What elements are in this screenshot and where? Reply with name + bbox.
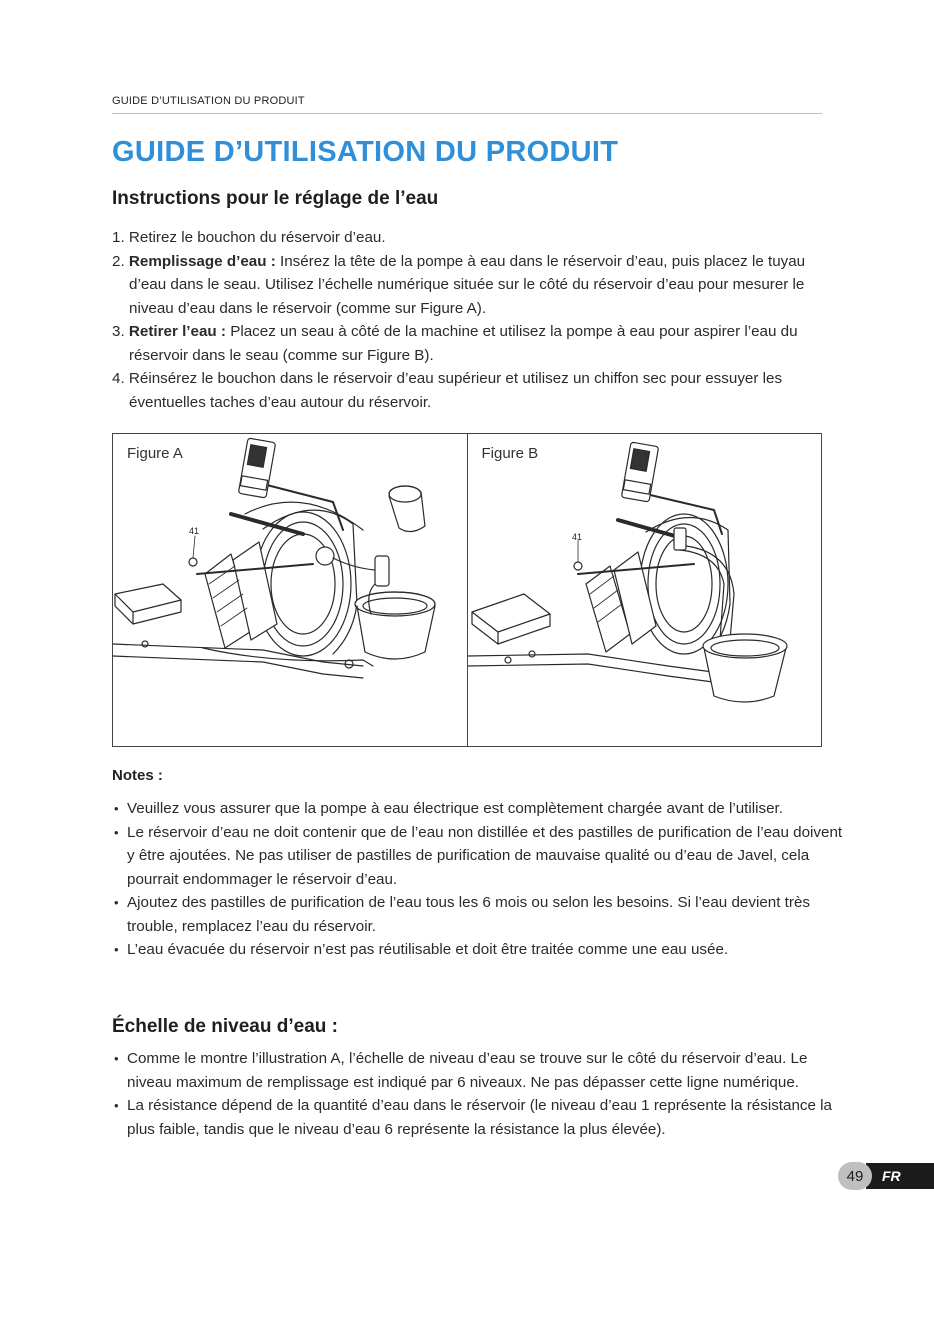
water-section-heading: Instructions pour le réglage de l’eau bbox=[112, 188, 439, 209]
step-text: Insérez la tête de la pompe à eau dans le réservoir d’eau, puis placez le tuyau d’eau dans le seau. Utilisez l’échelle numérique située sur le côté du réservoir d’eau pour mesurer le niveau d’eau dans le réservoir (comme sur Figure A). bbox=[129, 252, 806, 317]
bullet-dot-icon: • bbox=[114, 824, 119, 840]
bullet-dot-icon: • bbox=[114, 895, 119, 910]
page-number: 49 bbox=[838, 1162, 872, 1190]
step-number: 4. bbox=[112, 370, 125, 387]
header-divider bbox=[112, 113, 822, 114]
step-text: Retirez le bouchon du réservoir d’eau. bbox=[128, 229, 386, 246]
note-item bbox=[112, 797, 847, 821]
figure-b bbox=[467, 434, 822, 746]
figures-box bbox=[112, 433, 822, 747]
step-text: Réinsérez le bouchon dans le réservoir d’eau supérieur et utilisez un chiffon sec pour essuyer les éventuelles taches d’eau autour du réservoir. bbox=[128, 370, 783, 411]
scale-item bbox=[112, 1047, 834, 1094]
figure-b-label: Figure B bbox=[481, 445, 539, 462]
bullet-dot-icon: • bbox=[114, 801, 119, 816]
step-number: 3. bbox=[112, 323, 125, 340]
figure-a-label: Figure A bbox=[127, 445, 183, 462]
notes-heading: Notes : bbox=[112, 767, 163, 784]
figure-b-callout-number: 41 bbox=[571, 532, 582, 542]
step-bold-label: Remplissage d’eau : bbox=[128, 252, 276, 270]
note-item bbox=[112, 821, 847, 892]
note-text: Veuillez vous assurer que la pompe à eau électrique est complètement chargée avant de l’utiliser. bbox=[127, 800, 783, 817]
rowing-machine-drain-illustration bbox=[468, 434, 822, 746]
scale-section-heading: Échelle de niveau d’eau : bbox=[112, 1016, 338, 1037]
note-item bbox=[112, 891, 847, 938]
step-item bbox=[112, 367, 832, 414]
step-bold-label: Retirer l’eau : bbox=[128, 323, 226, 340]
note-text: Le réservoir d’eau ne doit contenir que de l’eau non distillée et des pastilles de purification de l’eau doivent y être ajoutées. Ne pas utiliser de pastilles de purification de mauvaise qualité ou d’eau de Javel, cela pourrait endommager le réservoir d’eau. bbox=[127, 823, 843, 888]
note-text: Ajoutez des pastilles de purification de l’eau tous les 6 mois ou selon les besoins. Si l’eau devient très trouble, remplacez l’eau du réservoir. bbox=[127, 894, 810, 935]
language-tag: FR bbox=[866, 1163, 934, 1189]
scale-item bbox=[112, 1094, 834, 1141]
step-text: Placez un seau à côté de la machine et utilisez la pompe à eau pour aspirer l’eau du réservoir dans le seau (comme sur Figure B). bbox=[129, 323, 798, 364]
step-item bbox=[112, 250, 832, 321]
page-tab bbox=[838, 1162, 934, 1190]
water-steps-list bbox=[112, 226, 832, 414]
figure-a bbox=[113, 434, 467, 746]
note-item bbox=[112, 938, 847, 962]
scale-list bbox=[112, 1047, 834, 1141]
running-header: GUIDE D’UTILISATION DU PRODUIT bbox=[112, 95, 305, 107]
step-number: 1. bbox=[112, 229, 125, 246]
step-item bbox=[112, 320, 832, 367]
figure-a-callout-number: 41 bbox=[189, 526, 200, 536]
scale-text: La résistance dépend de la quantité d’eau dans le réservoir (le niveau d’eau 1 représente la résistance la plus faible, tandis que le niveau d’eau 6 représente la résistance la plus élevée). bbox=[127, 1097, 832, 1138]
rowing-machine-fill-illustration bbox=[113, 434, 467, 746]
bullet-dot-icon: • bbox=[114, 942, 119, 957]
note-text: L’eau évacuée du réservoir n’est pas réutilisable et doit être traitée comme une eau usée. bbox=[127, 941, 729, 958]
notes-list bbox=[112, 797, 847, 962]
scale-text: Comme le montre l’illustration A, l’échelle de niveau d’eau se trouve sur le côté du réservoir d’eau. Le niveau maximum de remplissage est indiqué par 6 niveaux. Ne pas dépasser cette ligne numérique. bbox=[127, 1050, 808, 1091]
step-item bbox=[112, 226, 832, 250]
bullet-dot-icon: • bbox=[114, 1098, 119, 1113]
step-number: 2. bbox=[112, 252, 125, 270]
page-title: GUIDE D’UTILISATION DU PRODUIT bbox=[112, 136, 619, 168]
bullet-dot-icon: • bbox=[114, 1051, 119, 1066]
